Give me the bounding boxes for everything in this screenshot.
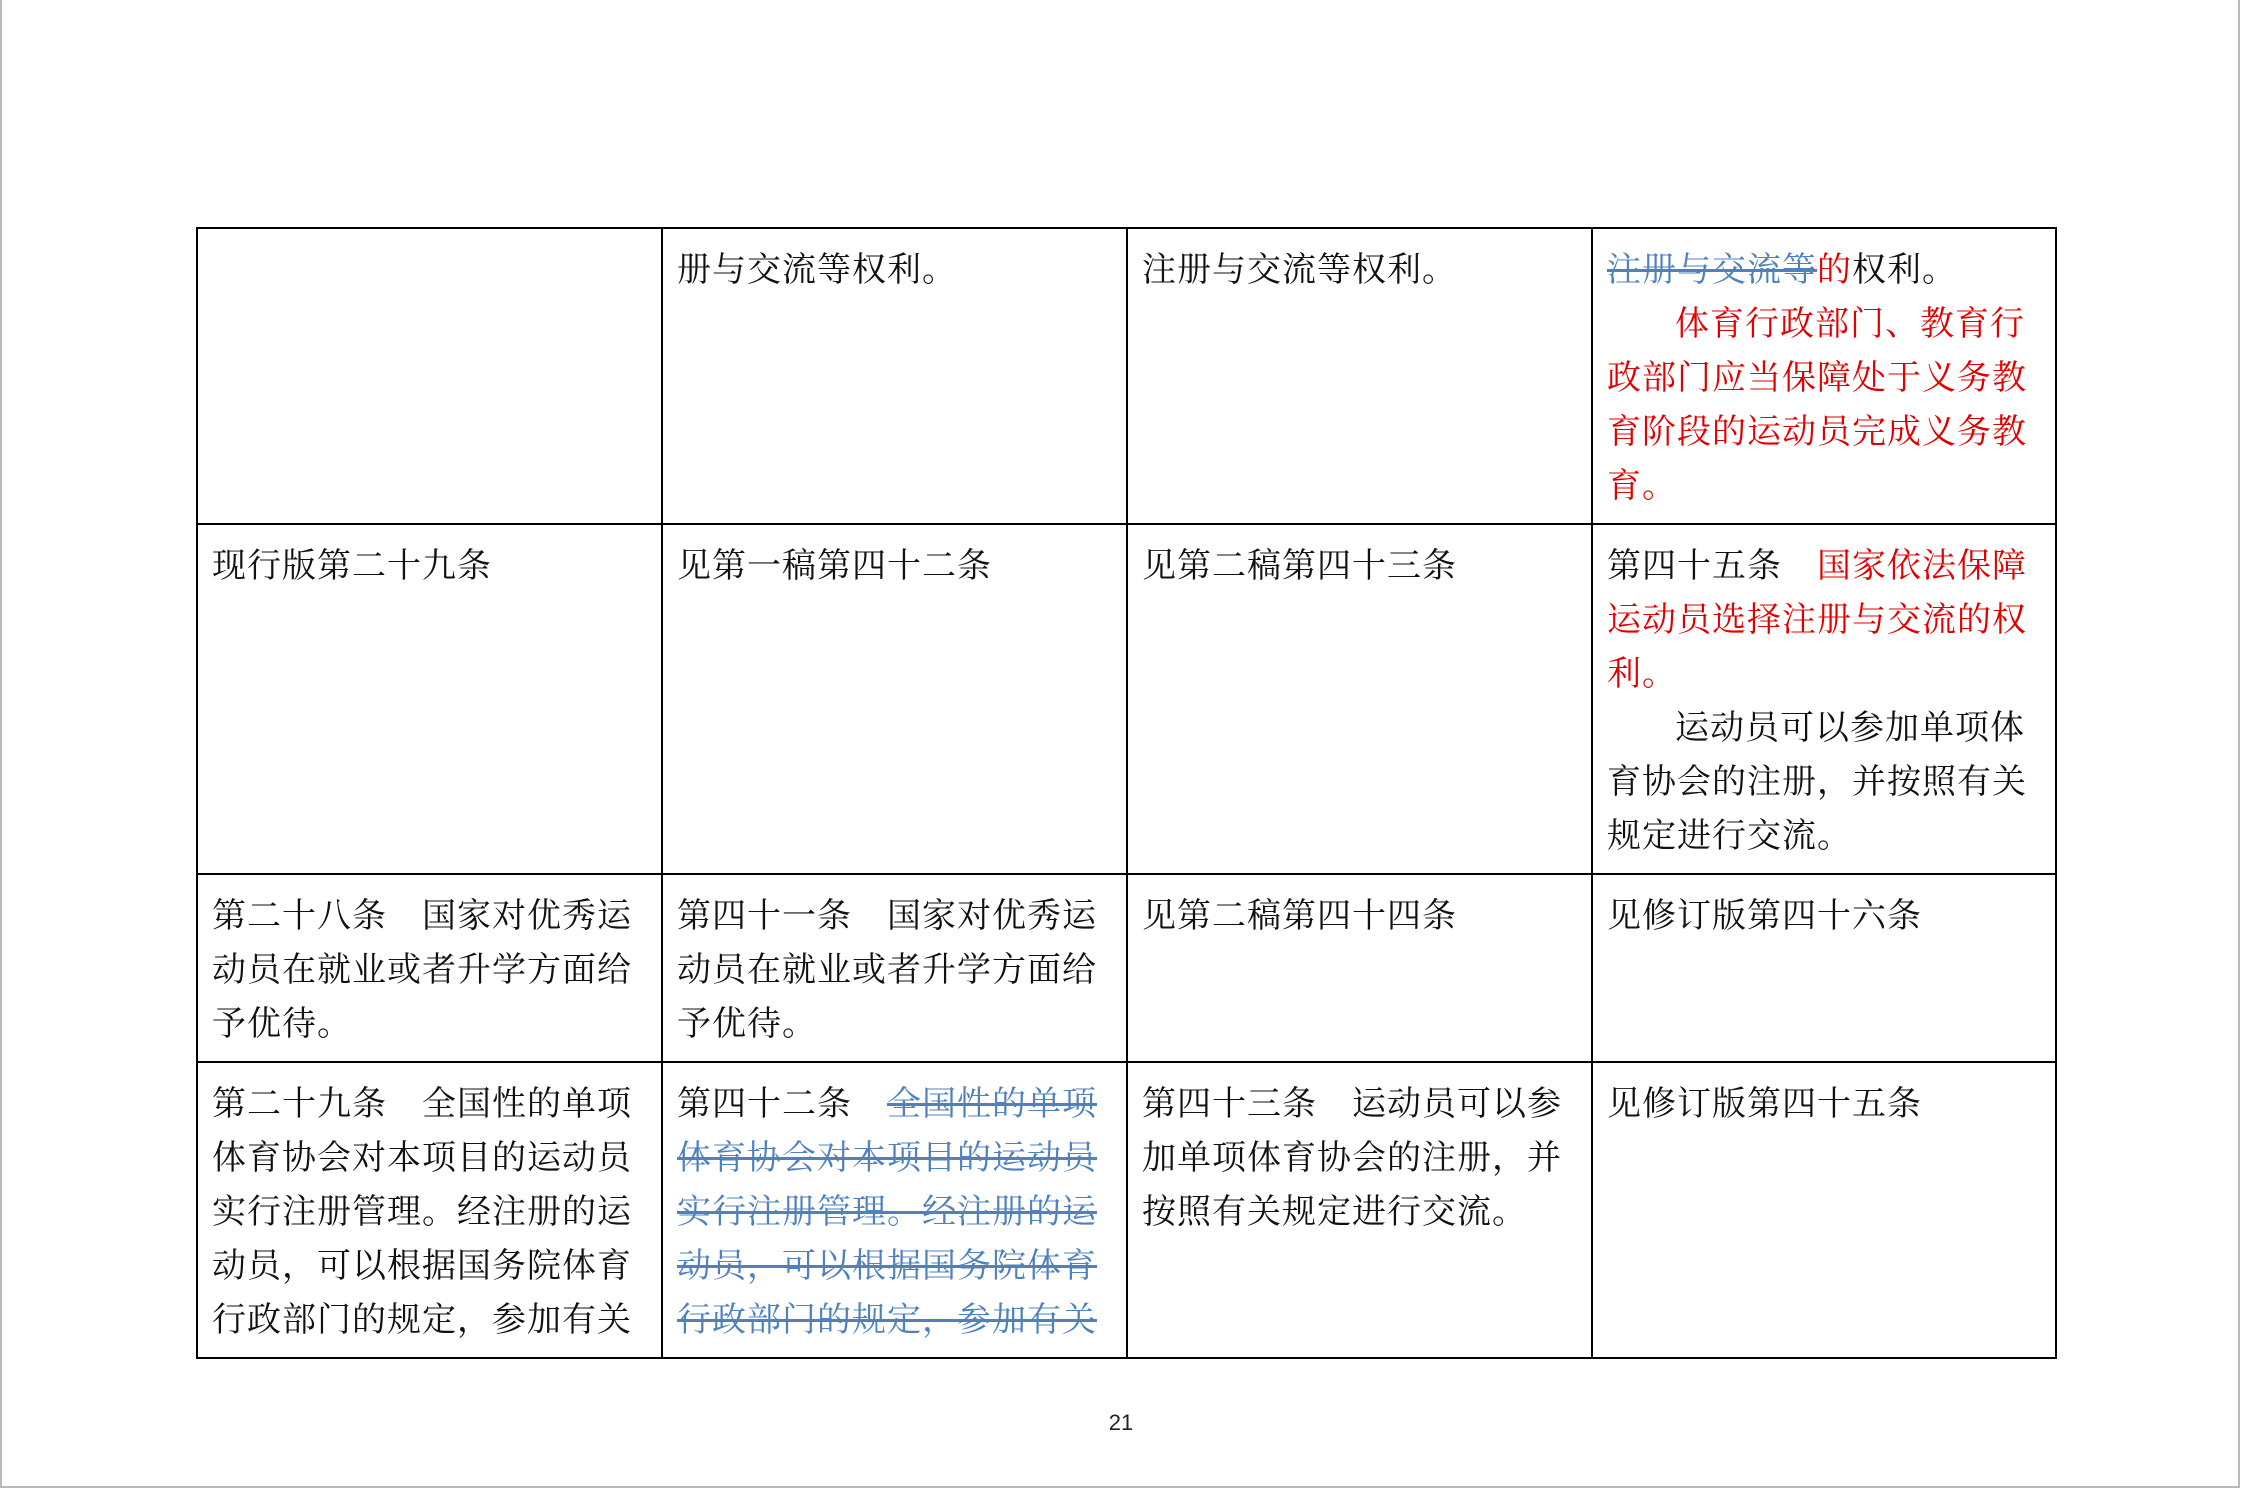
cell-paragraph — [1142, 1077, 1577, 1239]
cell-text: 第二十九条 全国性的单项体育协会对本项目的运动员实行注册管理。经注册的运动员，可以根据国务院体育行政部门的规定，参加有关 — [212, 1084, 632, 1340]
cell-paragraph — [1607, 297, 2041, 513]
table-cell — [1127, 1062, 1592, 1358]
cell-paragraph — [1142, 539, 1577, 593]
deleted-text: 全国性的单项体育协会对本项目的运动员实行注册管理。经注册的运动员，可以根据国务院体育行政部门的规定，参加有关 — [677, 1084, 1097, 1340]
table-row — [197, 524, 2056, 874]
cell-text: 见第二稿第四十三条 — [1142, 546, 1457, 586]
cell-paragraph — [677, 889, 1112, 1051]
cell-paragraph — [212, 1077, 647, 1347]
cell-text: 册与交流等权利。 — [677, 250, 957, 290]
cell-text: 权利。 — [1852, 250, 1957, 290]
cell-paragraph — [212, 539, 647, 593]
comparison-table — [196, 227, 2057, 1359]
table-row — [197, 1062, 2056, 1358]
table-cell — [197, 228, 662, 524]
cell-text: 见第一稿第四十二条 — [677, 546, 992, 586]
table-cell — [1592, 228, 2056, 524]
table-row — [197, 874, 2056, 1062]
table-cell — [662, 228, 1127, 524]
inserted-text: 国家依法保障运动员选择注册与交流的权利。 — [1607, 546, 2027, 694]
cell-paragraph — [1607, 539, 2041, 701]
cell-text: 第二十八条 国家对优秀运动员在就业或者升学方面给予优待。 — [212, 896, 632, 1044]
table-cell — [197, 874, 662, 1062]
table-cell — [1127, 874, 1592, 1062]
cell-paragraph — [677, 243, 1112, 297]
cell-text: 第四十三条 运动员可以参加单项体育协会的注册，并按照有关规定进行交流。 — [1142, 1084, 1562, 1232]
cell-paragraph — [1607, 701, 2041, 863]
inserted-text: 的 — [1817, 250, 1852, 290]
table-row — [197, 228, 2056, 524]
deleted-text: 注册与交流等 — [1607, 250, 1817, 290]
table-cell — [197, 1062, 662, 1358]
table-cell — [197, 524, 662, 874]
table-cell — [1592, 874, 2056, 1062]
cell-text: 第四十五条 — [1607, 546, 1817, 586]
cell-text: 第四十一条 国家对优秀运动员在就业或者升学方面给予优待。 — [677, 896, 1097, 1044]
table-cell — [1127, 524, 1592, 874]
page-number: 21 — [1108, 1410, 1134, 1435]
cell-paragraph — [1142, 889, 1577, 943]
table-cell — [662, 524, 1127, 874]
table-cell — [662, 1062, 1127, 1358]
cell-text: 见修订版第四十五条 — [1607, 1084, 1922, 1124]
cell-paragraph — [1607, 1077, 2041, 1131]
inserted-text: 体育行政部门、教育行政部门应当保障处于义务教育阶段的运动员完成义务教育。 — [1607, 304, 2027, 506]
cell-paragraph — [1607, 889, 2041, 943]
table-cell — [1592, 1062, 2056, 1358]
cell-text: 现行版第二十九条 — [212, 546, 492, 586]
cell-paragraph — [1142, 243, 1577, 297]
cell-text: 见第二稿第四十四条 — [1142, 896, 1457, 936]
table-cell — [1127, 228, 1592, 524]
table-cell — [1592, 524, 2056, 874]
cell-paragraph — [212, 889, 647, 1051]
cell-text: 注册与交流等权利。 — [1142, 250, 1457, 290]
cell-paragraph — [677, 1077, 1112, 1347]
cell-text: 第四十二条 — [677, 1084, 887, 1124]
cell-text: 见修订版第四十六条 — [1607, 896, 1922, 936]
cell-text: 运动员可以参加单项体育协会的注册，并按照有关规定进行交流。 — [1607, 708, 2027, 856]
table-cell — [662, 874, 1127, 1062]
cell-paragraph — [677, 539, 1112, 593]
cell-paragraph — [1607, 243, 2041, 297]
